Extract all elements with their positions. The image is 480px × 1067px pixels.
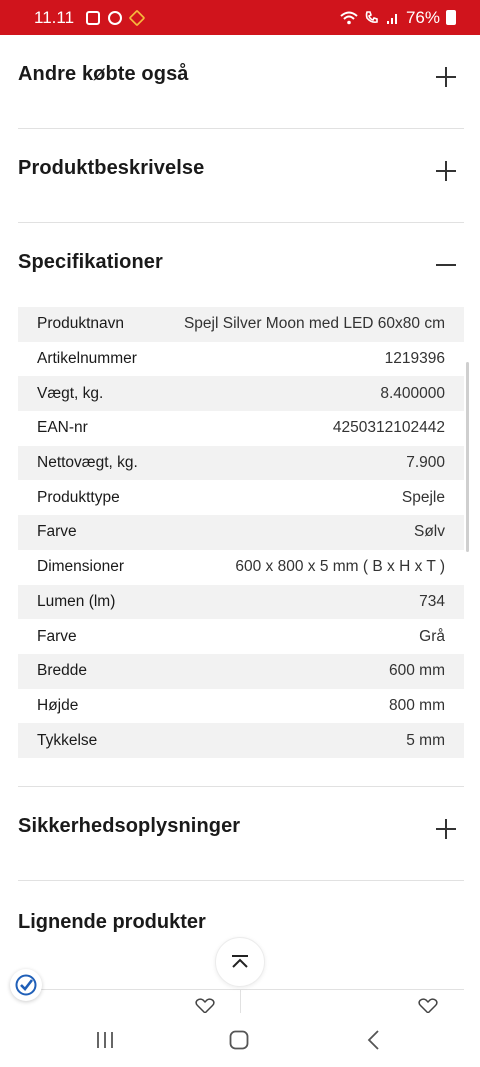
spec-row (18, 654, 464, 689)
navigation-bar (0, 1013, 480, 1067)
spec-value: 8.400000 (380, 384, 445, 402)
status-time: 11.11 (34, 7, 75, 27)
similar-products-title: Lignende produkter (18, 911, 206, 933)
spec-value: 4250312102442 (332, 419, 445, 437)
trust-badge[interactable] (10, 969, 42, 1001)
spec-row (18, 723, 464, 758)
recent-apps-button[interactable] (93, 1028, 117, 1052)
spec-value: 1219396 (384, 350, 445, 368)
accordion-safety[interactable] (18, 787, 464, 881)
spec-key: EAN-nr (37, 419, 88, 437)
spec-row (18, 689, 464, 724)
plus-icon[interactable] (436, 819, 456, 839)
spec-row (18, 585, 464, 620)
minus-icon[interactable] (436, 255, 456, 275)
spec-value: Spejl Silver Moon med LED 60x80 cm (183, 315, 445, 333)
check-badge-icon (14, 973, 38, 997)
home-icon (227, 1028, 251, 1052)
accordion-title: Andre købte også (18, 63, 189, 85)
spec-value: Sølv (414, 523, 445, 541)
sync-icon (108, 11, 122, 25)
accordion-title: Specifikationer (18, 251, 163, 273)
home-button[interactable] (227, 1028, 251, 1052)
battery-icon (446, 10, 456, 25)
accordion-header[interactable] (18, 223, 464, 307)
spec-value: Spejle (401, 488, 445, 506)
recent-apps-icon (93, 1028, 117, 1052)
accordion-title: Produktbeskrivelse (18, 157, 205, 179)
spec-row (18, 342, 464, 377)
heart-icon[interactable] (195, 998, 215, 1012)
spec-key: Farve (37, 523, 77, 541)
gallery-icon (86, 11, 100, 25)
spec-key: Vægt, kg. (37, 384, 104, 402)
accordion-specifications (18, 223, 464, 787)
spec-row (18, 550, 464, 585)
spec-key: Tykkelse (37, 731, 98, 749)
spec-key: Produktnavn (37, 315, 125, 333)
status-bar (0, 0, 480, 35)
spec-row (18, 446, 464, 481)
spec-row (18, 307, 464, 342)
call-icon (364, 10, 380, 26)
spec-key: Farve (37, 627, 77, 645)
spec-value: 734 (419, 592, 445, 610)
spec-value: 800 mm (389, 696, 445, 714)
signal-icon (386, 11, 400, 25)
spec-row (18, 515, 464, 550)
heart-icon[interactable] (418, 998, 438, 1012)
plus-icon[interactable] (436, 161, 456, 181)
wifi-icon (340, 11, 358, 25)
spec-row (18, 619, 464, 654)
scroll-to-top-button[interactable] (215, 937, 265, 987)
battery-percent: 76% (405, 7, 440, 27)
accordion-title: Sikkerhedsoplysninger (18, 814, 241, 837)
back-button[interactable] (362, 1028, 386, 1052)
chevron-up-icon (229, 951, 251, 973)
spec-value: 7.900 (406, 454, 445, 472)
smart-home-icon (129, 9, 146, 26)
spec-row (18, 480, 464, 515)
scrollbar[interactable] (466, 362, 469, 552)
spec-value: Grå (419, 627, 445, 645)
spec-row (18, 376, 464, 411)
spec-key: Højde (37, 696, 79, 714)
spec-value: 600 x 800 x 5 mm ( B x H x T ) (235, 558, 445, 576)
spec-table (18, 307, 464, 758)
spec-key: Lumen (lm) (37, 592, 116, 610)
status-left (34, 8, 144, 28)
plus-icon[interactable] (436, 67, 456, 87)
spec-value: 5 mm (406, 731, 445, 749)
status-right (340, 8, 456, 28)
spec-key: Nettovægt, kg. (37, 454, 138, 472)
spec-key: Artikelnummer (37, 350, 137, 368)
back-icon (362, 1028, 386, 1052)
accordion-also-bought[interactable] (18, 35, 464, 129)
spec-key: Dimensioner (37, 558, 125, 576)
product-details (18, 35, 464, 881)
spec-row (18, 411, 464, 446)
spec-key: Produkttype (37, 488, 120, 506)
spec-value: 600 mm (389, 662, 445, 680)
spec-key: Bredde (37, 662, 87, 680)
accordion-description[interactable] (18, 129, 464, 223)
